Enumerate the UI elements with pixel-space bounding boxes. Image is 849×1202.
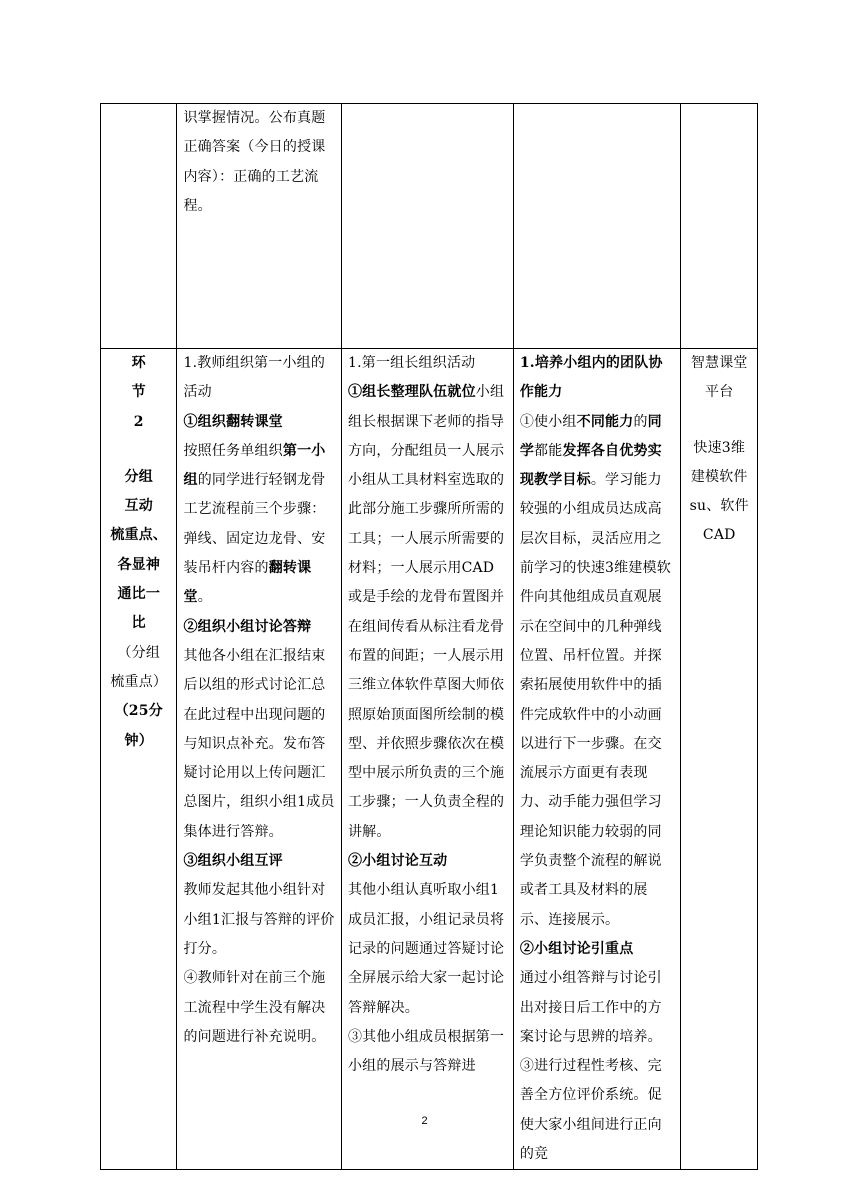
stage-number: 2 bbox=[133, 413, 144, 430]
stage-label-line: 节 bbox=[131, 384, 146, 401]
teacher-paragraph bbox=[183, 437, 335, 613]
teacher-activity-cell bbox=[177, 104, 342, 349]
stage-cell bbox=[101, 349, 177, 1170]
stage-subtitle-line: （分组 bbox=[117, 644, 161, 661]
text-run-bold: 不同能力 bbox=[576, 413, 634, 430]
text-run-bold: 翻转课堂 bbox=[183, 560, 312, 606]
text-run: 按照任务单组织 bbox=[183, 442, 283, 459]
student-activity-cell-empty bbox=[341, 104, 513, 349]
intent-paragraph: 通过小组答辩与讨论引出对接日后工作中的方案讨论与思辨的培养。 bbox=[519, 970, 662, 1045]
teacher-activity-cell bbox=[177, 349, 342, 1170]
teacher-subheading: ①组织翻转课堂 bbox=[183, 413, 283, 430]
table-row-stage-2 bbox=[101, 349, 758, 1170]
teacher-subheading: ③组织小组互评 bbox=[183, 853, 283, 870]
tool-item: 快速3维建模软件su、软件CAD bbox=[689, 439, 749, 544]
teacher-step-heading: 1.教师组织第一小组的活动 bbox=[183, 355, 326, 401]
design-intent-cell-empty bbox=[513, 104, 681, 349]
teacher-activity-text: 识掌握情况。公布真题正确答案（今日的授课内容）：正确的工艺流程。 bbox=[183, 110, 326, 214]
teacher-paragraph: 教师发起其他小组针对小组1汇报与答辩的评价打分。 bbox=[183, 882, 335, 957]
tool-spacer bbox=[687, 408, 751, 434]
text-run: 的同学进行轻钢龙骨工艺流程前三个步骤：弹线、固定边龙骨、安装吊杆内容的 bbox=[183, 472, 326, 577]
lesson-plan-table bbox=[100, 103, 758, 1170]
student-subheading: ②小组讨论互动 bbox=[347, 853, 448, 870]
intent-subheading: ②小组讨论引重点 bbox=[519, 940, 634, 957]
stage-title-line: 各显神 bbox=[117, 556, 161, 573]
design-intent-cell bbox=[513, 349, 681, 1170]
text-run: ①使小组 bbox=[519, 413, 577, 430]
text-run: 都能 bbox=[534, 442, 563, 459]
student-activity-cell bbox=[341, 349, 513, 1170]
student-step-heading: 1.第一组长组织活动 bbox=[347, 355, 476, 371]
intent-paragraph: ③进行过程性考核、完善全方位评价系统。促使大家小组间进行正向的竞 bbox=[519, 1058, 662, 1163]
text-run: 小组组长根据课下老师的指导方向，分配组员一人展示小组从工具材料室选取的此部分施工步骤所所需的工具；一人展示所需要的材料；一人展示用CAD或是手绘的龙骨布置图并在组间传看从标注看龙骨布置的间距；一人展示用三维立体软件草图大师依照原始顶面图所绘制的模型、并依照步骤依次在模型中展示所负责的三个施工步骤；一人负责全程的讲解。 bbox=[347, 384, 505, 840]
text-run-bold: 发挥各自优势实现教学目标 bbox=[519, 442, 662, 489]
text-run: 。学习能力较强的小组成员达成高层次目标，灵活应用之前学习的快速3维建模软件向其他组成员直观展示在空间中的几种弹线位置、吊杆位置。并探索拓展使用软件中的插件完成软件中的小动画以进行下一步骤。在交流展示方面更有表现力、动手能力强但学习理论知识能力较弱的同学负责整个流程的解说或者工具及材料的展示、连接展示。 bbox=[519, 472, 671, 928]
stage-spacer bbox=[107, 437, 170, 463]
text-run-bold: 同学 bbox=[519, 413, 662, 459]
stage-title-line: 梳重点、 bbox=[110, 527, 168, 544]
tool-item: 智慧课堂平台 bbox=[690, 355, 748, 401]
student-paragraph: 其他小组认真听取小组1成员汇报，小组记录员将记录的问题通过答疑讨论全屏展示给大家一起讨论答辩解决。 bbox=[347, 882, 505, 1016]
stage-duration-line: 钟） bbox=[124, 732, 153, 749]
tools-cell bbox=[681, 349, 758, 1170]
page-number: 2 bbox=[421, 1115, 428, 1127]
stage-subtitle-line: 梳重点） bbox=[110, 673, 168, 690]
teacher-paragraph: 其他各小组在汇报结束后以组的形式讨论汇总在此过程中出现问题的与知识点补充。发布答疑讨论用以上传问题汇总图片，组织小组1成员集体进行答辩。 bbox=[183, 647, 335, 840]
text-run: 的 bbox=[633, 413, 648, 430]
teacher-subheading: ②组织小组讨论答辩 bbox=[183, 618, 312, 635]
stage-cell-empty bbox=[101, 104, 177, 349]
table-row-continued bbox=[101, 104, 758, 349]
stage-title-line: 比 bbox=[131, 615, 146, 632]
stage-title-line: 分组 bbox=[124, 468, 153, 485]
teacher-paragraph: ④教师针对在前三个施工流程中学生没有解决的问题进行补充说明。 bbox=[183, 970, 326, 1045]
intent-paragraph bbox=[520, 408, 675, 935]
stage-title-line: 通比一 bbox=[117, 586, 161, 603]
stage-duration-line: （25分 bbox=[114, 703, 163, 720]
text-run-bold: ①组长整理队伍就位 bbox=[347, 384, 476, 401]
tools-cell-empty bbox=[681, 104, 758, 349]
student-paragraph: ③其他小组成员根据第一小组的展示与答辩进 bbox=[347, 1028, 505, 1075]
stage-label-line: 环 bbox=[131, 355, 146, 371]
text-run: 。 bbox=[197, 589, 212, 606]
stage-title-line: 互动 bbox=[124, 498, 153, 515]
student-paragraph bbox=[348, 378, 507, 847]
text-run-bold: 第一小组 bbox=[183, 442, 326, 489]
intent-heading: 1.培养小组内的团队协作能力 bbox=[519, 355, 663, 401]
